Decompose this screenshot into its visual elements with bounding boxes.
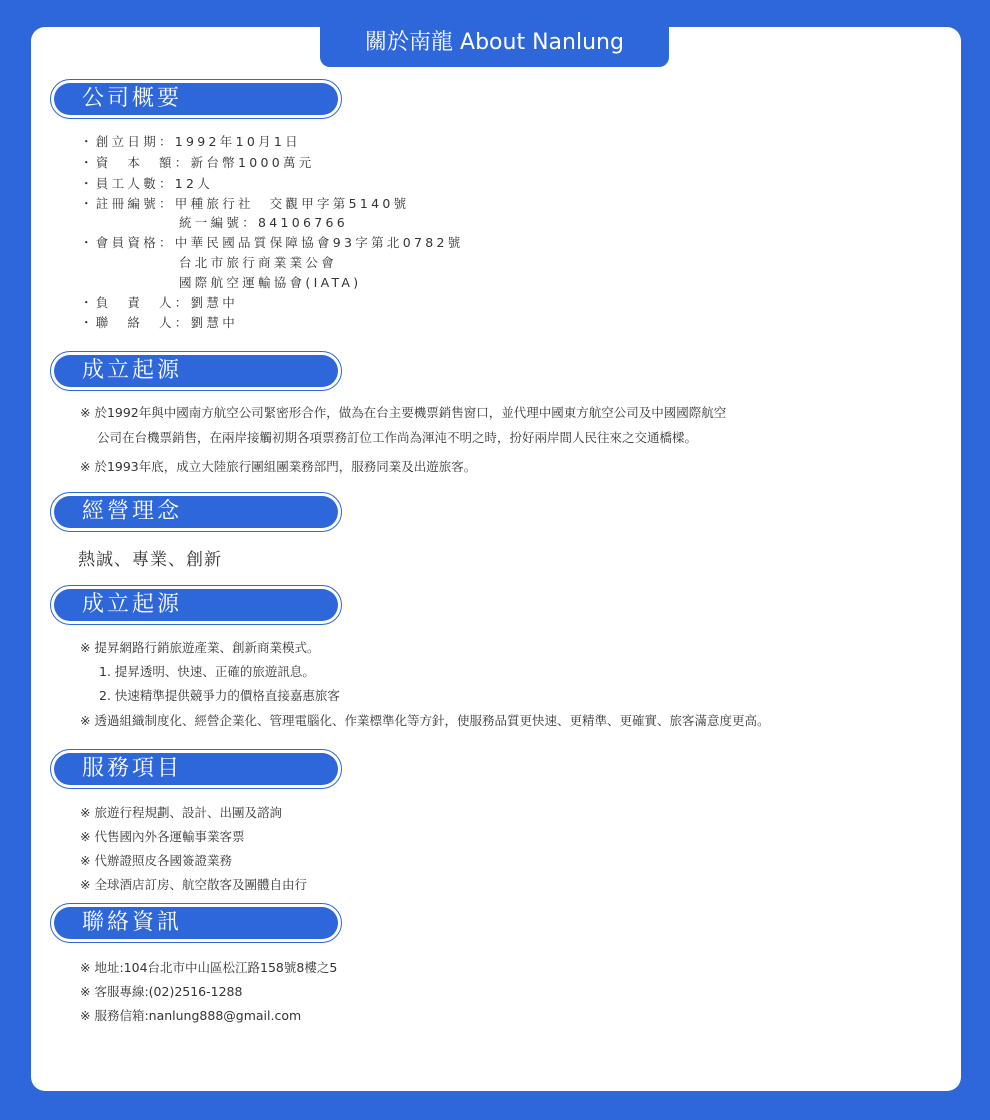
section-header-origin-2 (50, 585, 342, 625)
service-item: ※ 旅遊行程規劃、設計、出團及諮詢 (80, 805, 282, 820)
overview-membership-2: 台北市旅行商業業公會 (179, 255, 338, 270)
service-item: ※ 全球酒店訂房、航空散客及團體自由行 (80, 877, 307, 892)
section-header-philosophy (50, 492, 342, 532)
origin2-item: ※ 透過組織制度化、經營企業化、管理電腦化、作業標準化等方針，使服務品質更快速、更精準、更確實、旅客滿意度更高。 (80, 713, 770, 728)
section-title: 經營理念 (54, 496, 338, 528)
overview-founded: ・創立日期：1992年10月1日 (80, 134, 301, 149)
overview-capital: ・資 本 額：新台幣1000萬元 (80, 155, 315, 170)
section-title: 公司概要 (54, 83, 338, 115)
origin2-item: ※ 提昇網路行銷旅遊產業、創新商業模式。 (80, 640, 320, 655)
service-item: ※ 代售國內外各運輸事業客票 (80, 829, 245, 844)
overview-membership: ・會員資格：中華民國品質保障協會93字第北0782號 (80, 235, 464, 250)
origin-paragraph-2: ※ 於1993年底，成立大陸旅行團組團業務部門，服務同業及出遊旅客。 (80, 459, 477, 474)
overview-membership-3: 國際航空運輸協會(IATA) (179, 275, 362, 290)
contact-address: ※ 地址:104台北市中山區松江路158號8樓之5 (80, 960, 338, 975)
contact-phone: ※ 客服專線:(02)2516-1288 (80, 984, 243, 999)
section-title: 成立起源 (54, 355, 338, 387)
philosophy-slogan: 熱誠、專業、創新 (78, 550, 222, 570)
origin2-subitem: 2. 快速精準提供競爭力的價格直接嘉惠旅客 (99, 688, 340, 703)
section-title: 聯絡資訊 (54, 907, 338, 939)
origin2-subitem: 1. 提昇透明、快速、正確的旅遊訊息。 (99, 664, 315, 679)
overview-contact-person: ・聯 絡 人：劉慧中 (80, 315, 239, 330)
section-header-services (50, 749, 342, 789)
overview-employees: ・員工人數：12人 (80, 176, 214, 191)
contact-email[interactable]: ※ 服務信箱:nanlung888@gmail.com (80, 1008, 302, 1023)
section-header-overview (50, 79, 342, 119)
origin-paragraph-1-cont: 公司在台機票銷售，在兩岸接觸初期各項票務訂位工作尚為渾沌不明之時，扮好兩岸間人民往來之交通橋樑。 (97, 430, 698, 445)
section-header-origin (50, 351, 342, 391)
service-item: ※ 代辦證照皮各國簽證業務 (80, 853, 232, 868)
origin-paragraph-1: ※ 於1992年與中國南方航空公司緊密形合作，做為在台主要機票銷售窗口，並代理中國東方航空公司及中國國際航空 (80, 405, 727, 420)
section-title: 成立起源 (54, 589, 338, 621)
overview-registration: ・註冊編號：甲種旅行社 交觀甲字第5140號 (80, 196, 410, 211)
page-title: 關於南龍 About Nanlung (320, 27, 669, 67)
section-header-contact (50, 903, 342, 943)
overview-owner: ・負 責 人：劉慧中 (80, 295, 239, 310)
overview-tax-id: 統一編號：84106766 (179, 215, 349, 230)
section-title: 服務項目 (54, 753, 338, 785)
